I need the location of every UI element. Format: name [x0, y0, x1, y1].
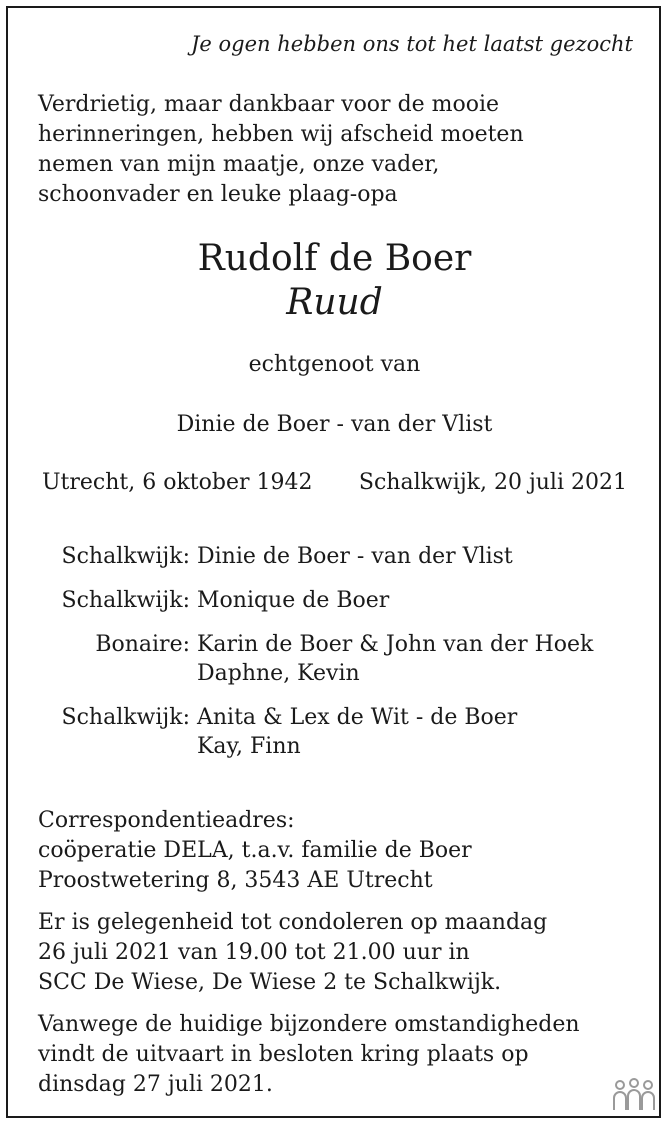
- family-row: [0, 586, 669, 615]
- correspondence-line: Correspondentieadres:: [38, 808, 295, 833]
- family-place: Schalkwijk:: [61, 588, 190, 613]
- family-names-line: Anita & Lex de Wit - de Boer: [197, 705, 518, 730]
- family-names: [197, 703, 517, 761]
- death-date: Schalkwijk, 20 juli 2021: [358, 470, 627, 495]
- family-names-line: Kay, Finn: [197, 734, 301, 759]
- correspondence-address: [38, 806, 580, 896]
- funeral-line: Vanwege de huidige bijzondere omstandigheden: [38, 1012, 580, 1037]
- condolence-line: SCC De Wiese, De Wiese 2 te Schalkwijk.: [38, 970, 502, 995]
- family-names: [197, 630, 593, 688]
- family-names-line: Daphne, Kevin: [197, 661, 360, 686]
- spouse-intro: echtgenoot van: [248, 352, 421, 377]
- condolence-line: Er is gelegenheid tot condoleren op maandag: [38, 910, 548, 935]
- family-list: [0, 542, 669, 761]
- people-group-icon: [611, 1076, 657, 1112]
- condolence-line: 26 juli 2021 van 19.00 tot 21.00 uur in: [38, 940, 470, 965]
- family-place: Bonaire:: [95, 632, 190, 657]
- correspondence-line: Proostwetering 8, 3543 AE Utrecht: [38, 868, 433, 893]
- intro-line: Verdrietig, maar dankbaar voor de mooie: [38, 92, 500, 117]
- spouse-name: Dinie de Boer - van der Vlist: [176, 412, 493, 437]
- intro-line: schoonvader en leuke plaag-opa: [38, 182, 398, 207]
- birth-date: Utrecht, 6 oktober 1942: [42, 470, 313, 495]
- condolence-info: [38, 908, 580, 998]
- correspondence-line: coöperatie DELA, t.a.v. familie de Boer: [38, 838, 472, 863]
- funeral-line: dinsdag 27 juli 2021.: [38, 1072, 273, 1097]
- funeral-info: [38, 1010, 580, 1100]
- deceased-name: Rudolf de Boer: [197, 238, 472, 279]
- family-place: Schalkwijk:: [61, 544, 190, 569]
- family-names-line: Karin de Boer & John van der Hoek: [197, 632, 594, 657]
- family-names: Dinie de Boer - van der Vlist: [197, 544, 513, 569]
- family-row: [0, 542, 669, 571]
- family-place: Schalkwijk:: [61, 705, 190, 730]
- family-row: [0, 703, 669, 761]
- info-blocks: [38, 806, 580, 1112]
- intro-line: nemen van mijn maatje, onze vader,: [38, 152, 440, 177]
- deceased-nickname: Ruud: [286, 282, 383, 323]
- intro-line: herinneringen, hebben wij afscheid moeten: [38, 122, 524, 147]
- family-row: [0, 630, 669, 688]
- motto: Je ogen hebben ons tot het laatst gezocht: [191, 32, 633, 56]
- funeral-line: vindt de uitvaart in besloten kring plaats op: [38, 1042, 529, 1067]
- family-names: Monique de Boer: [197, 588, 390, 613]
- intro-text: [38, 90, 524, 210]
